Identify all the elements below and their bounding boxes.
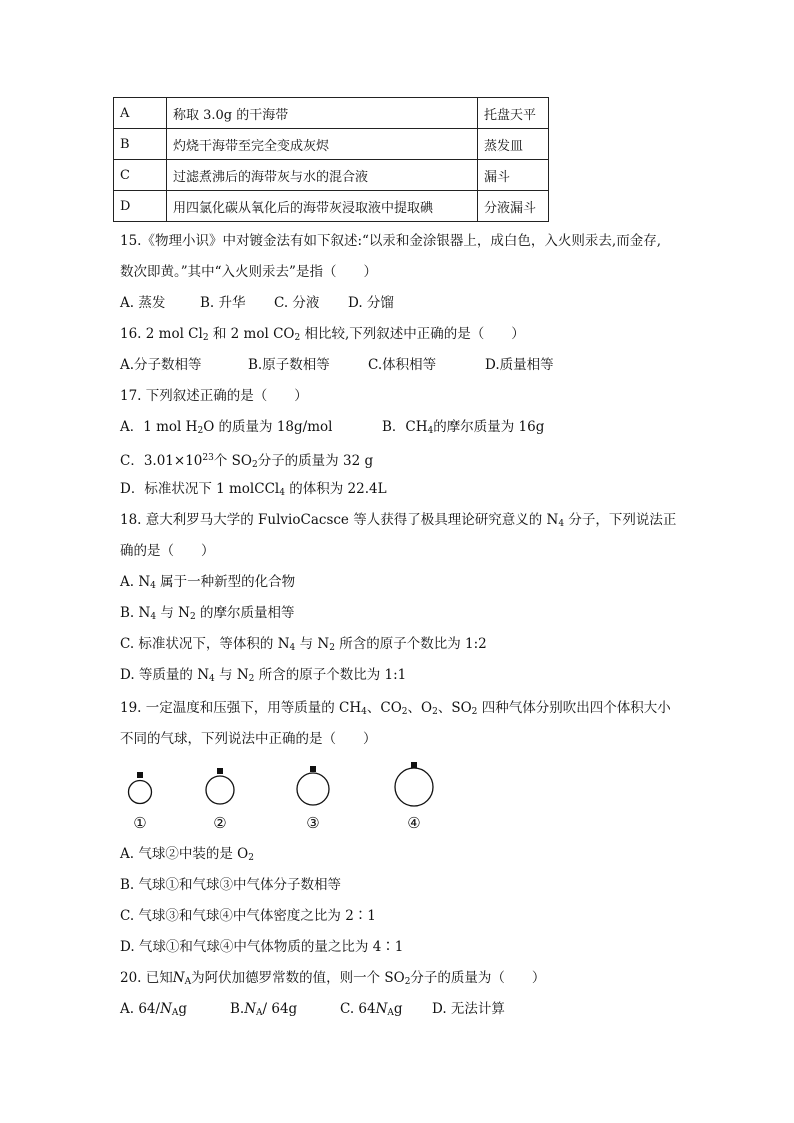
row-label: A — [114, 98, 167, 129]
q16-options — [120, 355, 554, 375]
row-label: D — [114, 191, 167, 222]
q17-options-ab — [120, 417, 544, 441]
row-instrument: 托盘天平 — [478, 98, 549, 129]
q15-stem-line1: 15.《物理小识》中对镀金法有如下叙述:“以汞和金涂银器上，成白色，入火则汞去,而金存, — [120, 233, 662, 249]
q20-option-c: C. $64N_Ag$ — [340, 1001, 403, 1018]
row-instrument: 漏斗 — [478, 160, 549, 191]
table-row — [114, 129, 549, 160]
q16-option-a: A.分子数相等 — [120, 357, 202, 373]
q15-option-a: A. 蒸发 — [120, 295, 166, 311]
table-row — [114, 191, 549, 222]
q20-option-b: $B.N_A/$ 64g — [230, 1001, 298, 1018]
q19-stem-line1: 19. 一定温度和压强下，用等质量的 $CH_4$、$CO_2$、$O_2$、$SO_2$ 四种气体分别吹出四个体积大小 — [120, 700, 671, 717]
q15-options — [120, 293, 394, 313]
q19-option-a: A. 气球②中装的是 $O_2$ — [120, 846, 254, 863]
table-row — [114, 160, 549, 191]
balloon-label-4: ④ — [407, 814, 421, 832]
q18-option-a: A. $N_4$ 属于一种新型的化合物 — [120, 574, 296, 591]
q15-option-c: C. 分液 — [274, 295, 320, 311]
q17-stem: 17. 下列叙述正确的是（ ） — [120, 388, 308, 404]
row-operation: 过滤煮沸后的海带灰与水的混合液 — [167, 160, 478, 191]
q18-stem-line2: 确的是（ ） — [120, 543, 215, 559]
q19-option-c: C. 气球③和气球④中气体密度之比为 2∶1 — [120, 908, 376, 924]
row-instrument: 分液漏斗 — [478, 191, 549, 222]
balloon-3 — [297, 766, 329, 805]
row-label: B — [114, 129, 167, 160]
row-operation: 称取 3.0g 的干海带 — [167, 98, 478, 129]
q19-option-d: D. 气球①和气球④中气体物质的量之比为 4∶1 — [120, 939, 404, 955]
row-operation: 灼烧干海带至完全变成灰烬 — [167, 129, 478, 160]
q20-stem: 20. 已知$N_A$为阿伏加德罗常数的值，则一个 $SO_2$分子的质量为（ ） — [120, 970, 546, 987]
q15-option-d: D. 分馏 — [348, 295, 394, 311]
q18-stem-line1: 18. 意大利罗马大学的 FulvioCacsce 等人获得了极具理论研究意义的 $N_4$ 分子，下列说法正 — [120, 512, 677, 529]
q16-option-c: C.体积相等 — [368, 357, 437, 373]
balloon-label-2: ② — [213, 814, 227, 832]
q19-stem-line2: 不同的气球，下列说法中正确的是（ ） — [120, 731, 377, 747]
q16-option-b: B.原子数相等 — [248, 357, 330, 373]
balloon-label-1: ① — [133, 814, 147, 832]
q20-option-a: A. $64/N_Ag$ — [120, 1001, 188, 1018]
balloon-2 — [206, 768, 234, 804]
q16-option-d: D.质量相等 — [485, 357, 554, 373]
q17-option-d: D．标准状况下 1 molCCl$_4$ 的体积为 22.4L — [120, 481, 387, 498]
q15-option-b: B. 升华 — [200, 295, 246, 311]
q17-option-c: C．$3.01\times 10^{23}$个 $SO_2$分子的质量为 32 g — [120, 453, 374, 470]
q17-option-a: A．1 mol $H_2O$ 的质量为 18g/mol — [120, 419, 333, 436]
balloon-4 — [395, 762, 433, 806]
balloon-1 — [129, 772, 152, 804]
row-operation: 用四氯化碳从氧化后的海带灰浸取液中提取碘 — [167, 191, 478, 222]
q15-stem-line2: 数次即黄。”其中“入火则汞去”是指（ ） — [120, 264, 377, 280]
balloons-figure — [120, 762, 450, 834]
row-label: C — [114, 160, 167, 191]
q20-option-d: D. 无法计算 — [432, 1001, 505, 1017]
q19-option-b: B. 气球①和气球③中气体分子数相等 — [120, 877, 342, 893]
q16-stem: 16. 2 mol $Cl_2$ 和 2 mol $CO_2$ 相比较,下列叙述中正确的是（ ） — [120, 326, 525, 343]
q20-options — [120, 999, 505, 1023]
balloon-label-3: ③ — [306, 814, 320, 832]
row-instrument: 蒸发皿 — [478, 129, 549, 160]
table-row — [114, 98, 549, 129]
q18-option-c: C. 标准状况下，等体积的 $N_4$ 与 $N_2$ 所含的原子个数比为 1:2 — [120, 636, 487, 653]
q18-option-b: B. $N_4$ 与 $N_2$ 的摩尔质量相等 — [120, 605, 295, 622]
experiment-table — [113, 97, 549, 222]
q17-option-b: B．$CH_4$的摩尔质量为 16g — [382, 419, 545, 436]
balloons-diagram — [120, 762, 450, 814]
q18-option-d: D. 等质量的 $N_4$ 与 $N_2$ 所含的原子个数比为 1:1 — [120, 667, 407, 684]
